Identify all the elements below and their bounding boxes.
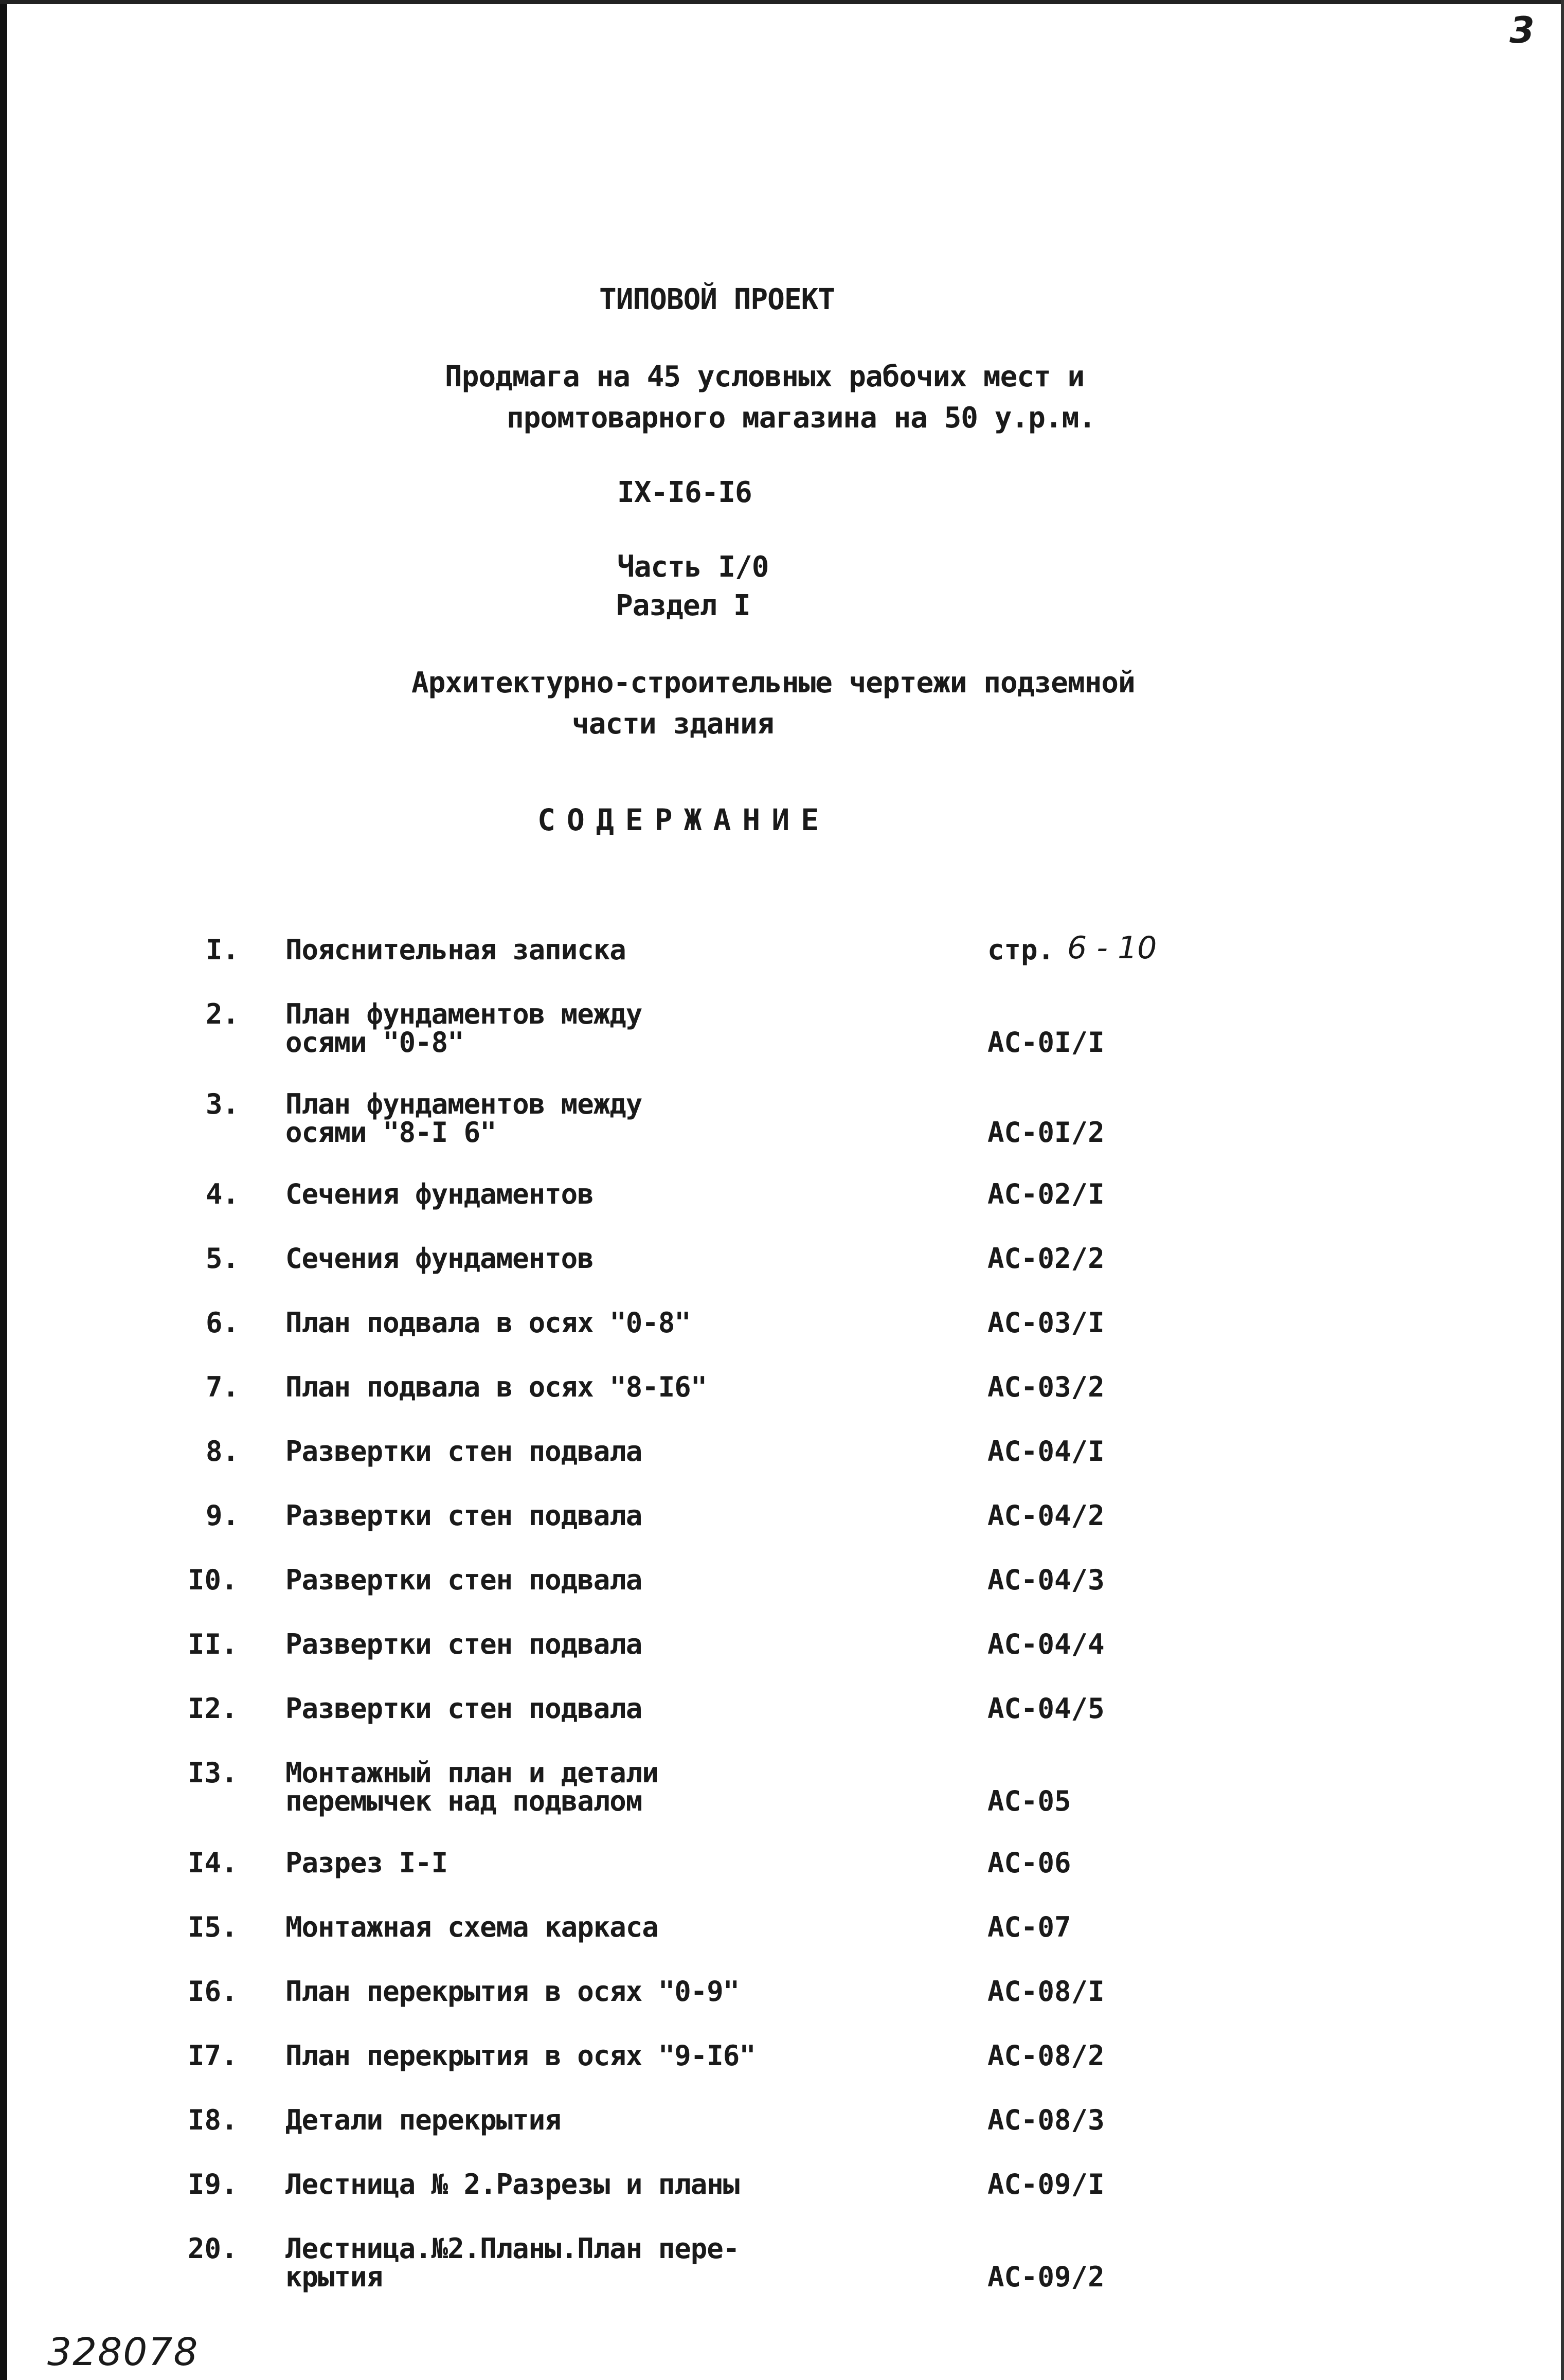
toc-item-title: План фундаментов между bbox=[285, 1088, 642, 1120]
toc-item-sheet-code: АС-08/2 bbox=[987, 2039, 1105, 2072]
toc-item-number: I8. bbox=[188, 2104, 238, 2136]
toc-item-sheet-code: АС-04/4 bbox=[987, 1628, 1105, 1660]
toc-item-sheet-code: АС-04/I bbox=[987, 1435, 1105, 1468]
toc-item-number: 6. bbox=[206, 1307, 240, 1339]
toc-item-number: I6. bbox=[188, 1975, 238, 2008]
page-number: 3 bbox=[1509, 9, 1535, 51]
toc-item-title: Развертки стен подвала bbox=[285, 1628, 642, 1660]
project-title-line-1: Продмага на 45 условных рабочих мест и bbox=[445, 360, 1085, 393]
toc-item-title: План подвала в осях "0-8" bbox=[285, 1307, 691, 1339]
toc-item-number: 9. bbox=[206, 1499, 240, 1532]
toc-item-sheet-code: АС-03/I bbox=[987, 1307, 1105, 1339]
toc-item-number: 3. bbox=[206, 1088, 240, 1120]
contents-heading: СОДЕРЖАНИЕ bbox=[537, 802, 831, 837]
toc-item-sheet-code: стр. bbox=[987, 934, 1055, 966]
toc-item-title: Монтажный план и детали bbox=[285, 1757, 658, 1789]
toc-item-title: Монтажная схема каркаса bbox=[285, 1911, 658, 1943]
toc-item-title: Сечения фундаментов bbox=[285, 1242, 594, 1275]
toc-item-page-range: 6 - 10 bbox=[1067, 930, 1157, 966]
toc-item-title: План перекрытия в осях "0-9" bbox=[285, 1975, 740, 2008]
document-type-title: ТИПОВОЙ ПРОЕКТ bbox=[599, 283, 835, 316]
project-code: IX-I6-I6 bbox=[617, 476, 752, 509]
toc-item-title: Развертки стен подвала bbox=[285, 1564, 642, 1596]
toc-item-sheet-code: АС-04/5 bbox=[987, 1692, 1105, 1725]
section-description-line-1: Архитектурно-строительные чертежи подземной bbox=[411, 666, 1135, 700]
toc-item-sheet-code: АС-04/2 bbox=[987, 1499, 1105, 1532]
toc-item-sheet-code: АС-0I/I bbox=[987, 1026, 1105, 1059]
toc-item-sheet-code: АС-06 bbox=[987, 1847, 1071, 1879]
toc-item-title: Развертки стен подвала bbox=[285, 1435, 642, 1468]
toc-item-number: 4. bbox=[206, 1178, 240, 1210]
toc-item-sheet-code: АС-07 bbox=[987, 1911, 1071, 1943]
project-title-line-2: промтоварного магазина на 50 у.р.м. bbox=[507, 401, 1096, 435]
toc-item-number: 7. bbox=[206, 1371, 240, 1403]
toc-item-number: I9. bbox=[188, 2168, 238, 2200]
toc-item-number: 8. bbox=[206, 1435, 240, 1468]
toc-item-sheet-code: АС-02/2 bbox=[987, 1242, 1105, 1275]
toc-item-sheet-code: АС-09/I bbox=[987, 2168, 1105, 2200]
toc-item-sheet-code: АС-08/3 bbox=[987, 2104, 1105, 2136]
toc-item-title: Лестница.№2.Планы.План пере- bbox=[285, 2232, 740, 2265]
toc-item-number: 2. bbox=[206, 998, 240, 1030]
toc-item-sheet-code: АС-02/I bbox=[987, 1178, 1105, 1210]
toc-item-number: I4. bbox=[188, 1847, 238, 1879]
toc-item-title: Развертки стен подвала bbox=[285, 1499, 642, 1532]
toc-item-title: осями "0-8" bbox=[285, 1026, 464, 1059]
toc-item-title: План фундаментов между bbox=[285, 998, 642, 1030]
toc-item-sheet-code: АС-05 bbox=[987, 1785, 1071, 1817]
toc-item-title: План подвала в осях "8-I6" bbox=[285, 1371, 707, 1403]
part-label: Часть I/0 bbox=[617, 550, 769, 584]
toc-item-number: I0. bbox=[188, 1564, 238, 1596]
toc-item-title: осями "8-I 6" bbox=[285, 1116, 496, 1149]
section-label: Раздел I bbox=[616, 589, 750, 622]
toc-item-title: Сечения фундаментов bbox=[285, 1178, 594, 1210]
section-description-line-2: части здания bbox=[572, 707, 774, 741]
toc-item-number: 5. bbox=[206, 1242, 240, 1275]
toc-item-sheet-code: АС-03/2 bbox=[987, 1371, 1105, 1403]
toc-item-title: крытия bbox=[285, 2261, 383, 2293]
inventory-number: 328078 bbox=[47, 2330, 199, 2374]
scan-border-right bbox=[1561, 0, 1564, 2380]
toc-item-number: II. bbox=[188, 1628, 238, 1660]
toc-item-sheet-code: АС-0I/2 bbox=[987, 1116, 1105, 1149]
toc-item-title: План перекрытия в осях "9-I6" bbox=[285, 2039, 756, 2072]
scan-border-left bbox=[0, 0, 7, 2380]
toc-item-sheet-code: АС-08/I bbox=[987, 1975, 1105, 2008]
toc-item-number: I2. bbox=[188, 1692, 238, 1725]
toc-item-sheet-code: АС-09/2 bbox=[987, 2261, 1105, 2293]
toc-item-title: Лестница № 2.Разрезы и планы bbox=[285, 2168, 740, 2200]
toc-item-number: I7. bbox=[188, 2039, 238, 2072]
toc-item-number: I. bbox=[206, 934, 240, 966]
toc-item-title: Детали перекрытия bbox=[285, 2104, 561, 2136]
toc-item-title: перемычек над подвалом bbox=[285, 1785, 642, 1817]
toc-item-number: I5. bbox=[188, 1911, 238, 1943]
toc-item-title: Развертки стен подвала bbox=[285, 1692, 642, 1725]
toc-item-title: Пояснительная записка bbox=[285, 934, 626, 966]
toc-item-number: 20. bbox=[188, 2232, 238, 2265]
toc-item-title: Разрез I-I bbox=[285, 1847, 448, 1879]
scan-border-top bbox=[0, 0, 1564, 4]
toc-item-number: I3. bbox=[188, 1757, 238, 1789]
toc-item-sheet-code: АС-04/3 bbox=[987, 1564, 1105, 1596]
